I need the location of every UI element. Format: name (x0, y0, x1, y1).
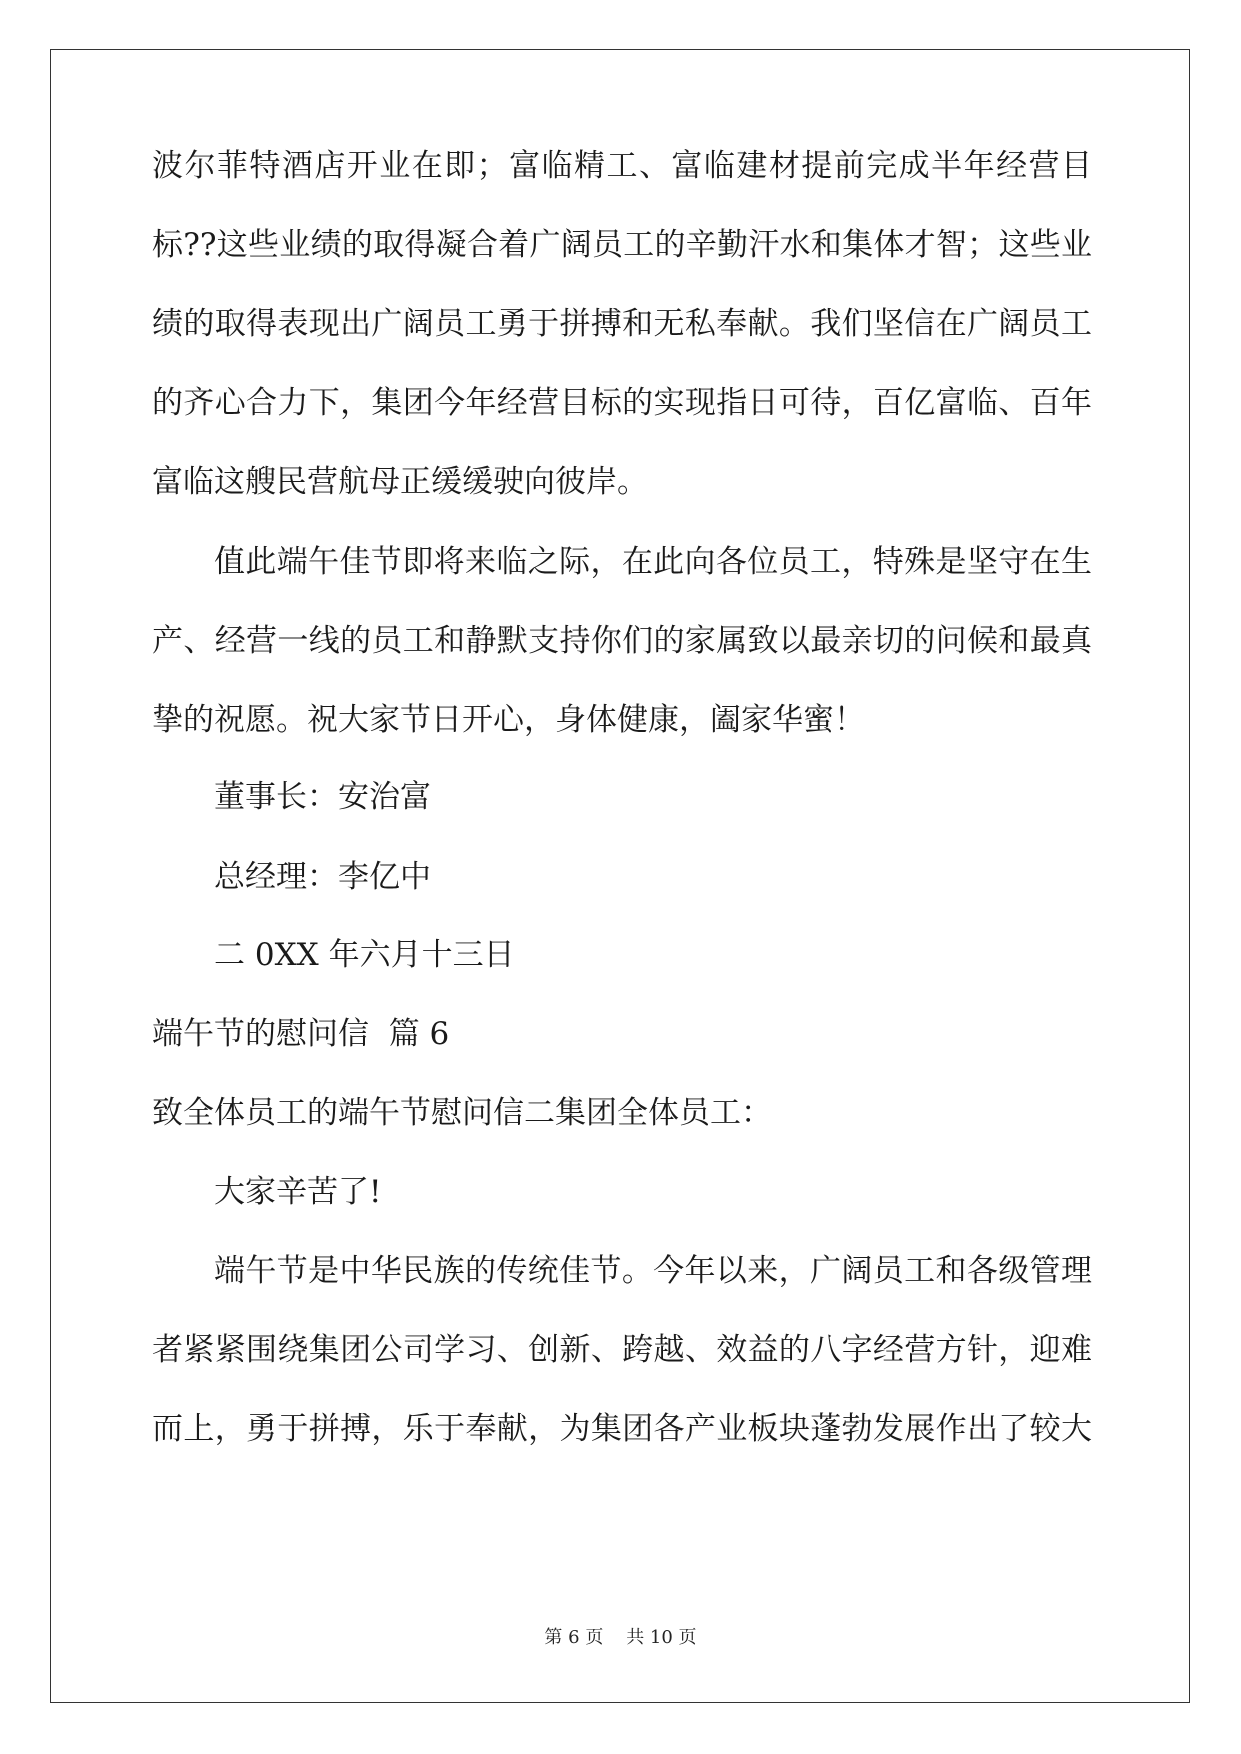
paragraph-start-line: 端午节是中华民族的传统佳节。今年以来，广阔员工和各级管理 (214, 1253, 1092, 1289)
text-line: 而上，勇于拼搏，乐于奉献，为集团各产业板块蓬勃发展作出了较大 (152, 1411, 1092, 1447)
section-heading: 端午节的慰问信 篇 6 (152, 1016, 450, 1052)
page-number: 第 6 页 共 10 页 (544, 1627, 697, 1648)
text-line: 挚的祝愿。祝大家节日开心，身体健康，阖家华蜜！ (152, 702, 865, 738)
manager-signature: 总经理：李亿中 (214, 859, 431, 895)
text-line: 标??这些业绩的取得凝合着广阔员工的辛勤汗水和集体才智；这些业 (152, 227, 1092, 263)
text-line: 富临这艘民营航母正缓缓驶向彼岸。 (152, 464, 648, 500)
paragraph-start-line: 值此端午佳节即将来临之际，在此向各位员工，特殊是坚守在生 (214, 544, 1092, 580)
text-line: 产、经营一线的员工和静默支持你们的家属致以最亲切的问候和最真 (152, 623, 1092, 659)
letter-date: 二 0XX 年六月十三日 (214, 937, 515, 973)
text-line: 波尔菲特酒店开业在即；富临精工、富临建材提前完成半年经营目 (152, 148, 1092, 184)
greeting-line: 大家辛苦了! (214, 1174, 382, 1210)
chairman-signature: 董事长：安治富 (214, 779, 431, 815)
text-line: 者紧紧围绕集团公司学习、创新、跨越、效益的八字经营方针，迎难 (152, 1332, 1092, 1368)
page-footer (0, 1628, 1241, 1648)
salutation: 致全体员工的端午节慰问信二集团全体员工： (152, 1095, 772, 1131)
text-line: 的齐心合力下，集团今年经营目标的实现指日可待，百亿富临、百年 (152, 385, 1092, 421)
text-line: 绩的取得表现出广阔员工勇于拼搏和无私奉献。我们坚信在广阔员工 (152, 306, 1092, 342)
